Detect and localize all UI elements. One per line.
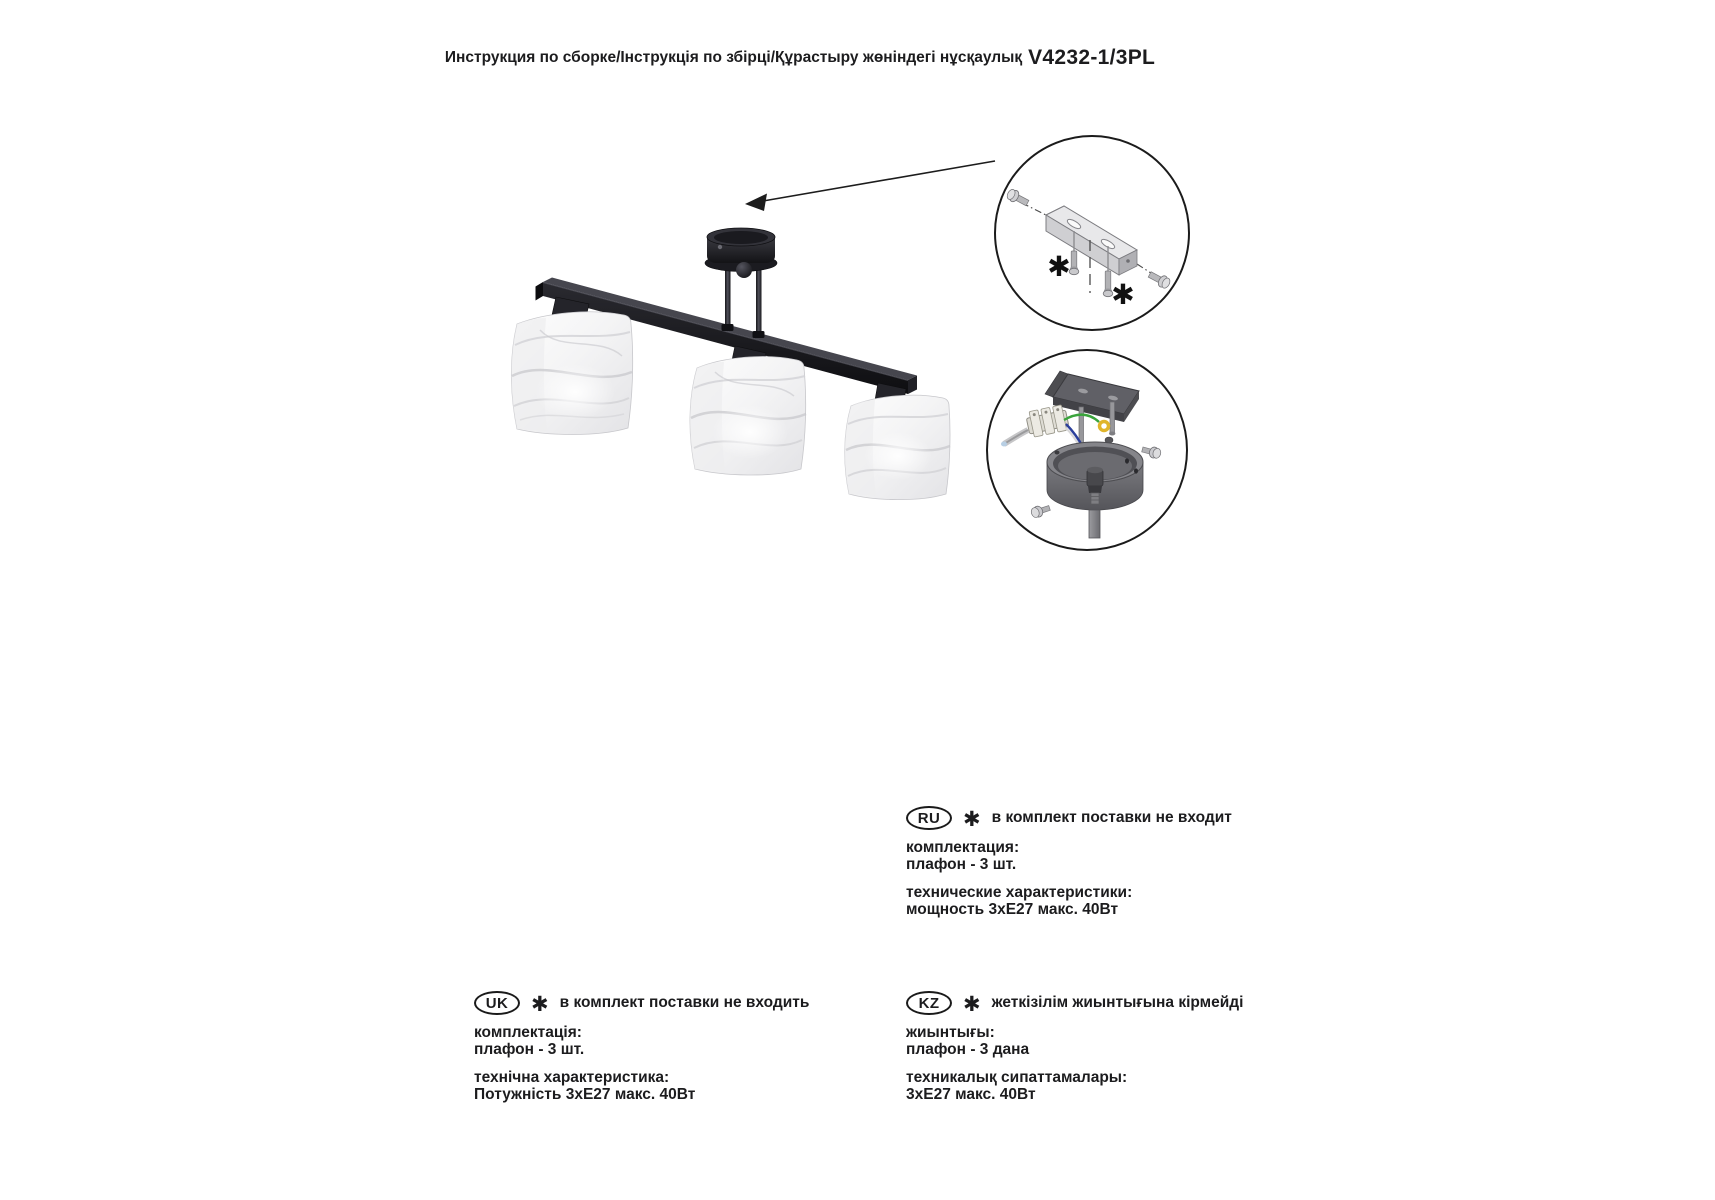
uk-specs-value: Потужність 3хЕ27 макс. 40Вт [474, 1085, 696, 1103]
section-kz-header [906, 991, 1286, 1015]
glass-shade-2 [690, 357, 806, 476]
ru-package-group [906, 840, 1286, 873]
uk-badge: UK [474, 991, 520, 1015]
section-uk [474, 991, 854, 1115]
ru-badge: RU [906, 806, 952, 830]
asterisk-icon: ✱ [963, 806, 981, 831]
kz-specs-value: 3хЕ27 макс. 40Вт [906, 1085, 1036, 1103]
kz-specs-label: техникалық сипаттамалары: [906, 1069, 1128, 1086]
glass-shade-3 [845, 395, 950, 499]
uk-specs-group [474, 1070, 854, 1103]
canopy-screw [718, 245, 722, 249]
down-rod [1089, 510, 1100, 538]
section-uk-header [474, 991, 854, 1015]
model-number: V4232-1/3PL [1028, 46, 1156, 69]
asterisk-icon: ✱ [963, 991, 981, 1016]
ru-specs-group [906, 885, 1286, 918]
glass-shade-1 [511, 312, 632, 435]
ru-package-value: плафон - 3 шт. [906, 855, 1017, 873]
uk-package-label: комплектація: [474, 1024, 582, 1041]
kz-badge: KZ [906, 991, 952, 1015]
ball-joint [736, 262, 752, 278]
uk-package-value: плафон - 3 шт. [474, 1040, 585, 1058]
section-ru [906, 806, 1286, 930]
ceiling-lamp-illustration [511, 228, 950, 500]
ru-specs-value: мощность 3хЕ27 макс. 40Вт [906, 900, 1119, 918]
section-ru-header [906, 806, 1286, 830]
uk-note: в комплект поставки не входить [559, 994, 810, 1011]
assembly-diagram-svg [430, 100, 1260, 620]
uk-package-group [474, 1025, 854, 1058]
assembly-diagram [430, 100, 1260, 620]
not-included-marker-1: ✱ [1047, 250, 1071, 283]
kz-specs-group [906, 1070, 1286, 1103]
kz-package-value: плафон - 3 дана [906, 1040, 1030, 1058]
ru-note: в комплект поставки не входит [991, 809, 1232, 826]
title-text: Инструкция по сборке/Інструкція по збірці/Құрастыру жөніндегі нұсқаулық [444, 49, 1023, 66]
section-kz [906, 991, 1286, 1115]
kz-package-label: жиынтығы: [906, 1024, 995, 1041]
ru-specs-label: технические характеристики: [906, 884, 1133, 901]
kz-package-group [906, 1025, 1286, 1058]
kz-note: жеткізілім жиынтығына кірмейді [991, 994, 1244, 1011]
pointer-arrow [745, 161, 995, 211]
page-title [0, 46, 1600, 70]
ru-package-label: комплектация: [906, 839, 1020, 856]
lamp-canopy [705, 228, 777, 278]
not-included-marker-2: ✱ [1111, 278, 1135, 311]
asterisk-icon: ✱ [531, 991, 549, 1016]
uk-specs-label: технічна характеристика: [474, 1069, 670, 1086]
detail-circle-bracket [995, 136, 1189, 330]
detail-circle-wiring [987, 350, 1187, 550]
